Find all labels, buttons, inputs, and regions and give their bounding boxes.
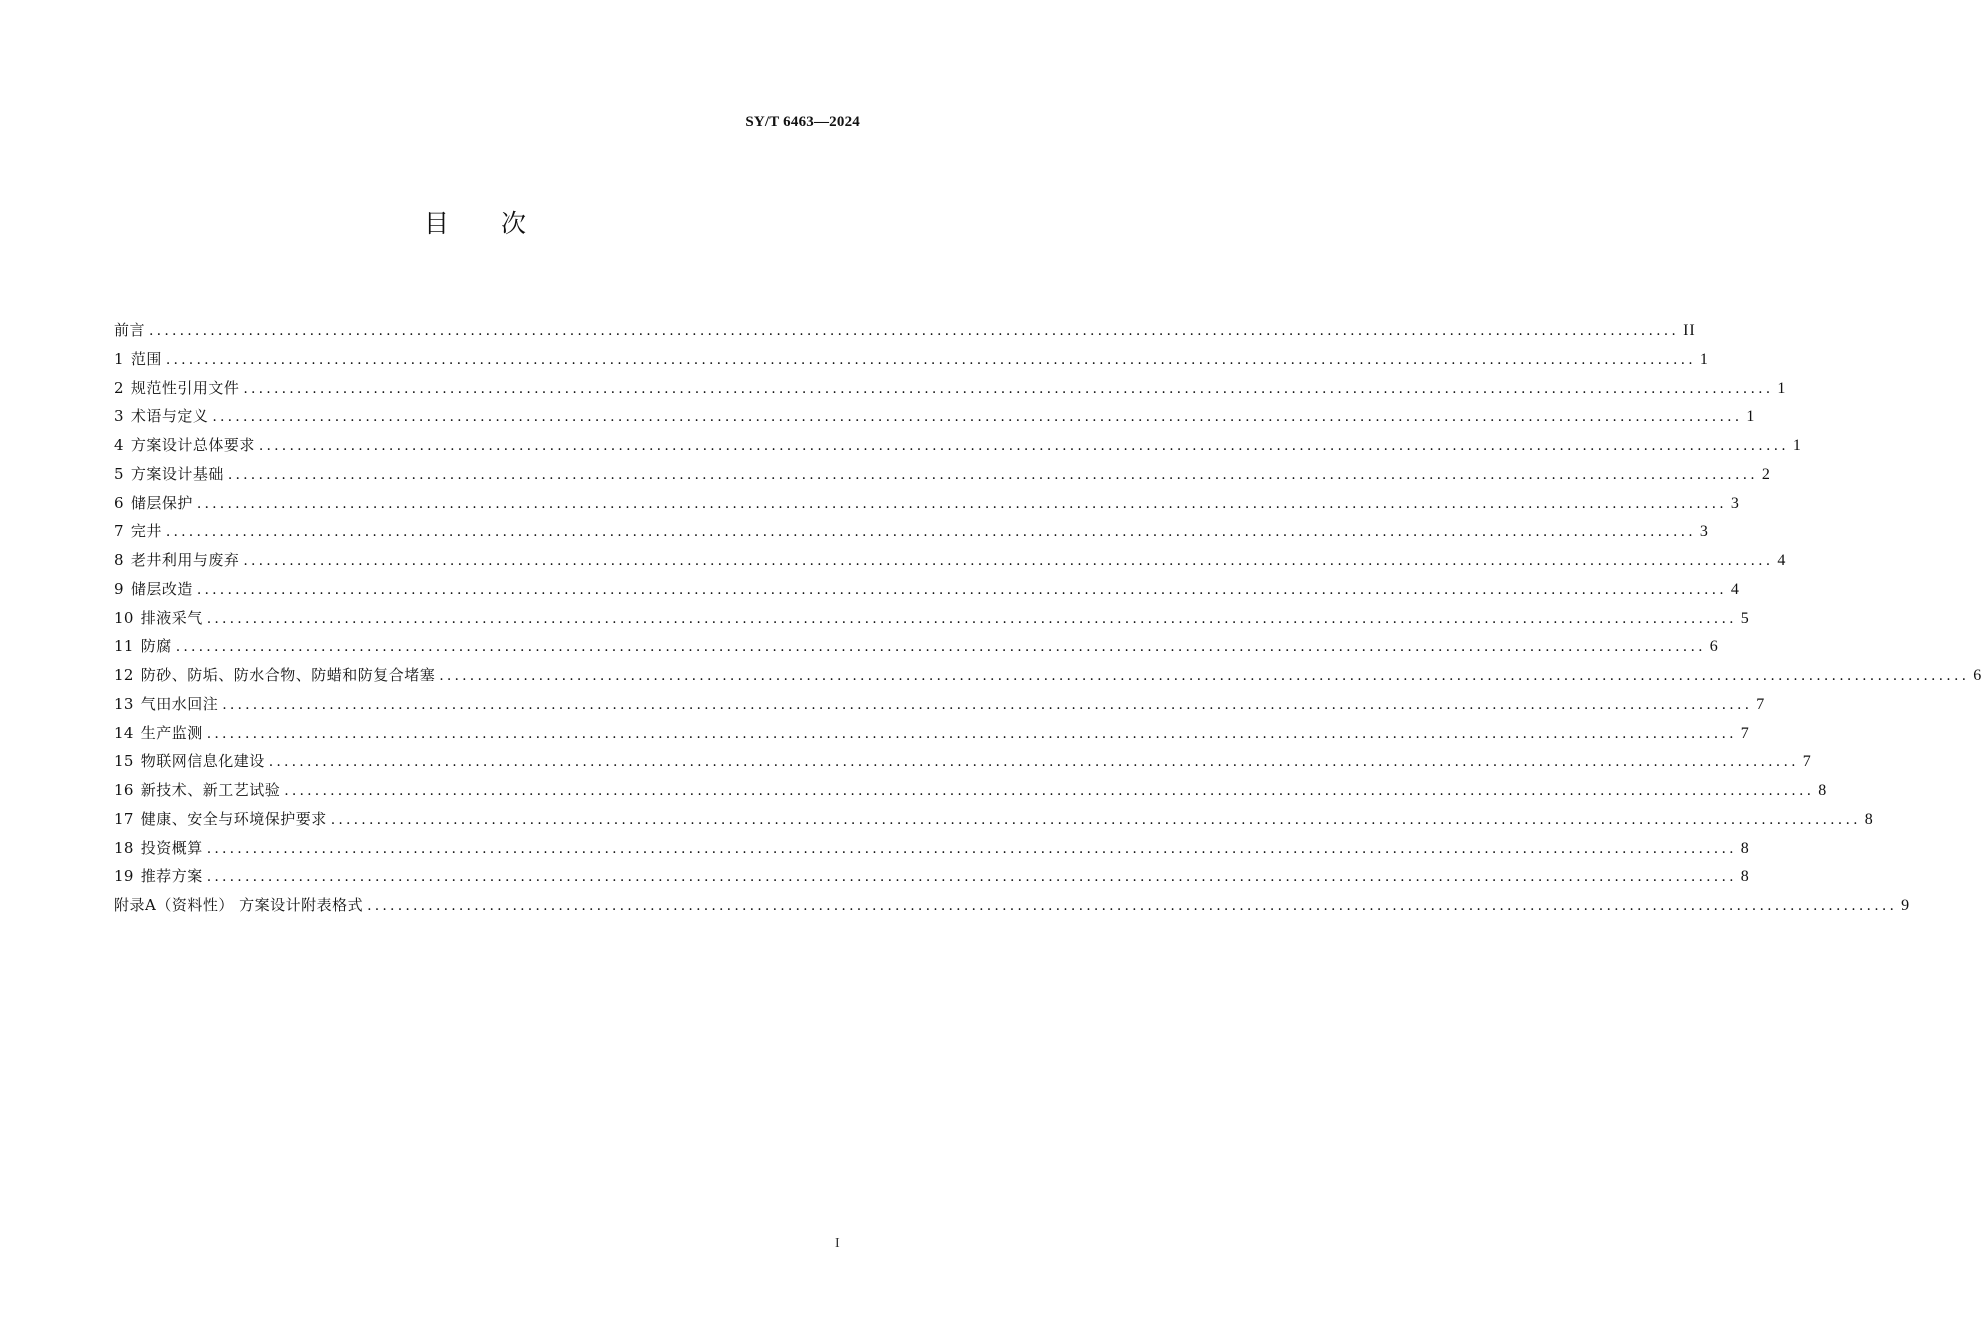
toc-entry-label: 附录A（资料性） 方案设计附表格式 bbox=[114, 896, 364, 914]
toc-entry-12[interactable] bbox=[114, 661, 1982, 690]
toc-leader-dots: ........................................................................................................................................................................................................ bbox=[222, 696, 1753, 713]
toc-entry-page: 8 bbox=[1740, 868, 1750, 886]
toc-entry-2[interactable] bbox=[114, 374, 1787, 403]
toc-entry-appendix-a[interactable] bbox=[114, 891, 1911, 920]
toc-leader-dots: ........................................................................................................................................................................................................ bbox=[206, 610, 1737, 627]
toc-entry-label: 方案设计基础 bbox=[130, 464, 224, 483]
toc-entry-11[interactable] bbox=[114, 632, 1719, 661]
toc-entry-label: 老井利用与废弃 bbox=[130, 551, 240, 569]
toc-entry-number: 6 bbox=[114, 493, 124, 512]
toc-entry-label: 规范性引用文件 bbox=[130, 378, 240, 397]
toc-entry-label: 新技术、新工艺试验 bbox=[140, 781, 281, 799]
toc-leader-dots: ........................................................................................................................................................................................................ bbox=[330, 811, 1861, 828]
toc-entry-9[interactable] bbox=[114, 575, 1740, 604]
toc-entry-15[interactable] bbox=[114, 747, 1812, 776]
toc-entry-label: 储层改造 bbox=[130, 579, 193, 598]
toc-leader-dots: ........................................................................................................................................................................................................ bbox=[439, 668, 1970, 684]
toc-entry-number: 14 bbox=[114, 723, 134, 742]
table-of-contents bbox=[114, 316, 1982, 920]
toc-entry-16[interactable] bbox=[114, 776, 1828, 805]
toc-entry-label: 储层保护 bbox=[130, 493, 193, 512]
toc-entry-number: 2 bbox=[114, 378, 124, 397]
toc-entry-number: 18 bbox=[114, 838, 134, 857]
toc-entry-number: 19 bbox=[114, 867, 134, 886]
title-char-mu: 目 bbox=[423, 209, 449, 238]
toc-entry-number: 1 bbox=[114, 349, 124, 368]
toc-entry-number: 3 bbox=[114, 407, 124, 426]
toc-entry-label: 范围 bbox=[130, 349, 162, 368]
toc-entry-8[interactable] bbox=[114, 546, 1787, 575]
toc-leader-dots: ........................................................................................................................................................................................................ bbox=[206, 840, 1737, 857]
toc-leader-dots: ........................................................................................................................................................................................................ bbox=[268, 754, 1799, 771]
toc-entry-page: 8 bbox=[1864, 810, 1874, 828]
toc-entry-label: 生产监测 bbox=[140, 723, 203, 742]
toc-entry-page: 1 bbox=[1699, 350, 1709, 368]
toc-leader-dots: ........................................................................................................................................................................................................ bbox=[258, 438, 1789, 454]
toc-entry-number: 7 bbox=[114, 522, 124, 541]
toc-entry-number: 12 bbox=[114, 666, 134, 684]
toc-entry-7[interactable] bbox=[114, 517, 1709, 546]
toc-entry-3[interactable] bbox=[114, 402, 1756, 431]
toc-entry-page: 1 bbox=[1777, 379, 1787, 397]
toc-entry-5[interactable] bbox=[114, 460, 1771, 489]
toc-entry-label: 推荐方案 bbox=[140, 867, 203, 886]
toc-entry-page: 3 bbox=[1730, 494, 1740, 512]
toc-entry-number: 9 bbox=[114, 579, 124, 598]
toc-entry-page: 2 bbox=[1761, 465, 1771, 483]
toc-entry-17[interactable] bbox=[114, 805, 1874, 834]
toc-entry-page: 8 bbox=[1818, 782, 1828, 799]
toc-entry-label: 投资概算 bbox=[140, 838, 203, 857]
toc-entry-page: 7 bbox=[1756, 695, 1766, 713]
toc-entry-page: 3 bbox=[1699, 523, 1709, 541]
toc-entry-4[interactable] bbox=[114, 431, 1802, 460]
toc-entry-1[interactable] bbox=[114, 345, 1709, 374]
toc-leader-dots: ........................................................................................................................................................................................................ bbox=[367, 898, 1898, 914]
toc-leader-dots: ........................................................................................................................................................................................................ bbox=[196, 495, 1727, 512]
toc-entry-number: 10 bbox=[114, 608, 134, 627]
toc-leader-dots: ........................................................................................................................................................................................................ bbox=[284, 783, 1815, 799]
toc-entry-label: 防砂、防垢、防水合物、防蜡和防复合堵塞 bbox=[140, 666, 436, 684]
toc-entry-number: 16 bbox=[114, 781, 134, 799]
toc-leader-dots: ........................................................................................................................................................................................................ bbox=[206, 869, 1737, 886]
toc-entry-label: 物联网信息化建设 bbox=[140, 752, 265, 771]
toc-entry-label: 前言 bbox=[114, 321, 146, 339]
toc-leader-dots: ........................................................................................................................................................................................................ bbox=[175, 639, 1706, 656]
toc-entry-number: 13 bbox=[114, 694, 134, 713]
toc-entry-label: 健康、安全与环境保护要求 bbox=[140, 809, 327, 828]
page-number: I bbox=[835, 1236, 840, 1251]
toc-entry-label: 排液采气 bbox=[140, 608, 203, 627]
document-code: SY/T 6463—2024 bbox=[745, 114, 860, 130]
title-char-ci: 次 bbox=[501, 209, 527, 238]
toc-leader-dots: ........................................................................................................................................................................................................ bbox=[165, 351, 1696, 368]
toc-entry-number: 8 bbox=[114, 551, 124, 569]
toc-leader-dots: ........................................................................................................................................................................................................ bbox=[206, 725, 1737, 742]
toc-entry-page: 8 bbox=[1740, 839, 1750, 857]
toc-entry-page: 7 bbox=[1740, 724, 1750, 742]
page-title bbox=[0, 206, 950, 242]
toc-entry-page: 1 bbox=[1792, 437, 1802, 454]
toc-entry-page: 6 bbox=[1709, 638, 1719, 656]
toc-entry-number: 11 bbox=[114, 637, 134, 656]
toc-entry-page: 6 bbox=[1973, 667, 1982, 684]
toc-leader-dots: ........................................................................................................................................................................................................ bbox=[212, 409, 1743, 426]
toc-entry-label: 方案设计总体要求 bbox=[130, 436, 255, 454]
toc-entry-10[interactable] bbox=[114, 604, 1750, 633]
toc-entry-19[interactable] bbox=[114, 862, 1750, 891]
toc-entry-page: 7 bbox=[1802, 753, 1812, 771]
toc-entry-page: 1 bbox=[1746, 408, 1756, 426]
toc-entry-page: II bbox=[1683, 322, 1696, 339]
toc-entry-number: 5 bbox=[114, 464, 124, 483]
toc-leader-dots: ........................................................................................................................................................................................................ bbox=[243, 380, 1774, 397]
toc-leader-dots: ........................................................................................................................................................................................................ bbox=[227, 466, 1758, 483]
toc-entry-page: 9 bbox=[1901, 897, 1911, 914]
toc-entry-18[interactable] bbox=[114, 834, 1750, 863]
toc-entry-6[interactable] bbox=[114, 489, 1740, 518]
toc-entry-label: 完井 bbox=[130, 522, 162, 541]
toc-leader-dots: ........................................................................................................................................................................................................ bbox=[149, 323, 1680, 339]
toc-entry-number: 17 bbox=[114, 809, 134, 828]
toc-entry-label: 术语与定义 bbox=[130, 407, 209, 426]
toc-entry-14[interactable] bbox=[114, 719, 1750, 748]
toc-entry-label: 气田水回注 bbox=[140, 694, 219, 713]
toc-leader-dots: ........................................................................................................................................................................................................ bbox=[196, 581, 1727, 598]
toc-entry-page: 4 bbox=[1730, 580, 1740, 598]
toc-entry-13[interactable] bbox=[114, 690, 1766, 719]
toc-entry-preface[interactable] bbox=[114, 316, 1696, 345]
toc-entry-page: 5 bbox=[1740, 609, 1750, 627]
toc-entry-label: 防腐 bbox=[140, 637, 172, 656]
toc-leader-dots: ........................................................................................................................................................................................................ bbox=[165, 524, 1696, 541]
toc-entry-number: 15 bbox=[114, 752, 134, 771]
toc-entry-page: 4 bbox=[1777, 552, 1787, 569]
toc-entry-number: 4 bbox=[114, 436, 124, 454]
toc-leader-dots: ........................................................................................................................................................................................................ bbox=[243, 553, 1774, 569]
